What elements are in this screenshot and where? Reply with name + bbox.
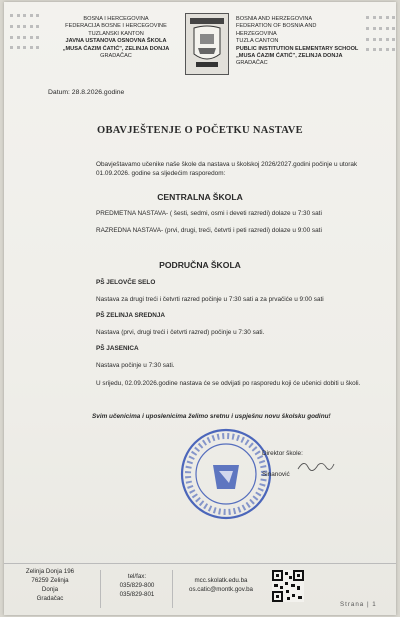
- document-page: [4, 2, 396, 615]
- school-jasenica-title: PŠ JASENICA: [96, 345, 139, 352]
- handwritten-signature: [296, 455, 336, 475]
- school-logo: [185, 13, 229, 75]
- document-footer: [4, 563, 396, 616]
- footer-web[interactable]: mcc.skolatk.edu.ba: [194, 577, 248, 584]
- qr-code: [272, 570, 304, 602]
- subject-teaching-line: PREDMETNA NASTAVA- ( šesti, sedmi, osmi i deveti razredi) dolaze u 7:30 sati: [96, 210, 322, 217]
- footer-divider: [172, 570, 173, 608]
- school-zelinja-text: Nastava (prvi, drugi treći i četvrti razred) počinje u 7:30 sati.: [96, 329, 265, 336]
- header-left: BOSNA I HERCEGOVINA FEDERACIJA BOSNE I HERCEGOVINE TUZLANSKI KANTON JAVNA USTANOVA OSNOVNA ŠKOLA „MUSA ĆAZIM ĆATIĆ", ZELINJA DONJA GRADAČAC: [62, 16, 170, 60]
- closing-wishes: Svim učenicima i uposlenicima želimo sretnu i uspješnu novu školsku godinu!: [92, 413, 331, 420]
- central-school-heading: CENTRALNA ŠKOLA: [157, 192, 243, 202]
- decorative-dots: [10, 14, 40, 54]
- school-jasenica-text: Nastava počinje u 7:30 sati.: [96, 362, 175, 369]
- intro-paragraph: Obavještavamo učenike naše škole da nastava u školskoj 2026/2027.godini počinje u utorak 01.09.2026. godine sa sljedećim rasporedom:: [96, 161, 358, 177]
- official-stamp: [179, 427, 273, 521]
- footer-phone: tel/fax: 035/829-800 035/829-801: [119, 573, 155, 598]
- footer-address: Zelinja Donja 196 76259 Zelinja Donja Gradačac: [25, 568, 75, 602]
- document-date: Datum: 28.8.2026.godine: [48, 89, 125, 96]
- school-jelovce-text: Nastava za drugi treći i četvrti razred počinje u 7:30 sati a za prvačiće u 9:00 sati: [96, 296, 324, 303]
- footer-contact: [176, 576, 266, 594]
- regional-school-heading: PODRUČNA ŠKOLA: [159, 260, 241, 270]
- page-number: Strana | 1: [340, 601, 377, 608]
- school-zelinja-title: PŠ ZELINJA SREDNJA: [96, 312, 166, 319]
- wednesday-note: U srijedu, 02.09.2026.godine nastava će se odvijati po rasporedu koji će učenici dobiti u školi.: [96, 380, 361, 387]
- school-jelovce-title: PŠ JELOVČE SELO: [96, 279, 156, 286]
- header-right: BOSNIA AND HERZEGOVINA FEDERATION OF BOSNIA AND HERZEGOVINA TUZLA CANTON PUBLIC INSTITUTION ELEMENTARY SCHOOL „MUSA ĆAZIM ĆATIĆ", ZELINJA DONJA GRADAČAC: [236, 16, 359, 67]
- document-title: OBAVJEŠTENJE O POČETKU NASTAVE: [97, 125, 303, 136]
- footer-email[interactable]: os.catic@montk.gov.ba: [189, 586, 253, 593]
- class-teaching-line: RAZREDNA NASTAVA- (prvi, drugi, treći, četvrti i peti razredi) dolaze u 9:00 sati: [96, 227, 322, 234]
- signature-role: Direktor škole:: [262, 450, 303, 457]
- signature-name: Sinanović: [262, 471, 290, 478]
- footer-divider: [100, 570, 101, 608]
